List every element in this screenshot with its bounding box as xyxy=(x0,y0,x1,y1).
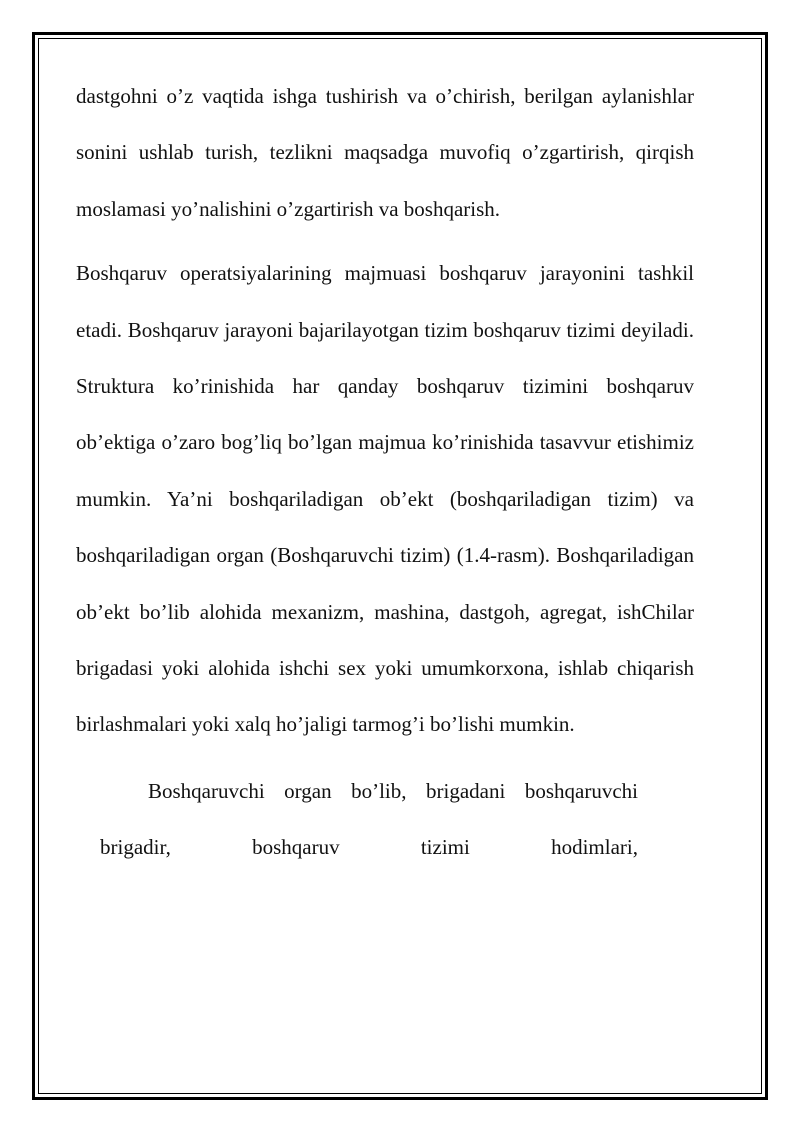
paragraph-3: Boshqaruvchi organ bo’lib, brigadani boshqaruvchi brigadir, boshqaruv tizimi hodimlari, xyxy=(100,778,638,860)
paragraph-1: dastgohni o’z vaqtida ishga tushirish va o’chirish, berilgan aylanishlar sonini ushlab turish, tezlikni maqsadga muvofiq o’zgartirish, qirqish moslamasi yo’nalishini o’zgartirish va boshqarish. xyxy=(76,84,694,221)
document-body xyxy=(76,68,694,876)
paragraph-2: Boshqaruv operatsiyalarining majmuasi boshqaruv jarayonini tashkil etadi. Boshqaruv jarayoni bajarilayotgan tizim boshqaruv tizimi deyiladi. Struktura ko’rinishida har qanday boshqaruv tizimini boshqaruv ob’ektiga o’zaro bog’liq bo’lgan majmua ko’rinishida tasavvur etishimiz mumkin. Ya’ni boshqariladigan ob’ekt (boshqariladigan tizim) va boshqariladigan organ (Boshqaruvchi tizim) (1.4-rasm). Boshqariladigan ob’ekt bo’lib alohida mexanizm, mashina, dastgoh, agregat, ishChilar brigadasi yoki alohida ishchi sex yoki umumkorxona, ishlab chiqarish birlashmalari yoki xalq ho’jaligi tarmog’i bo’lishi mumkin. xyxy=(76,261,694,737)
